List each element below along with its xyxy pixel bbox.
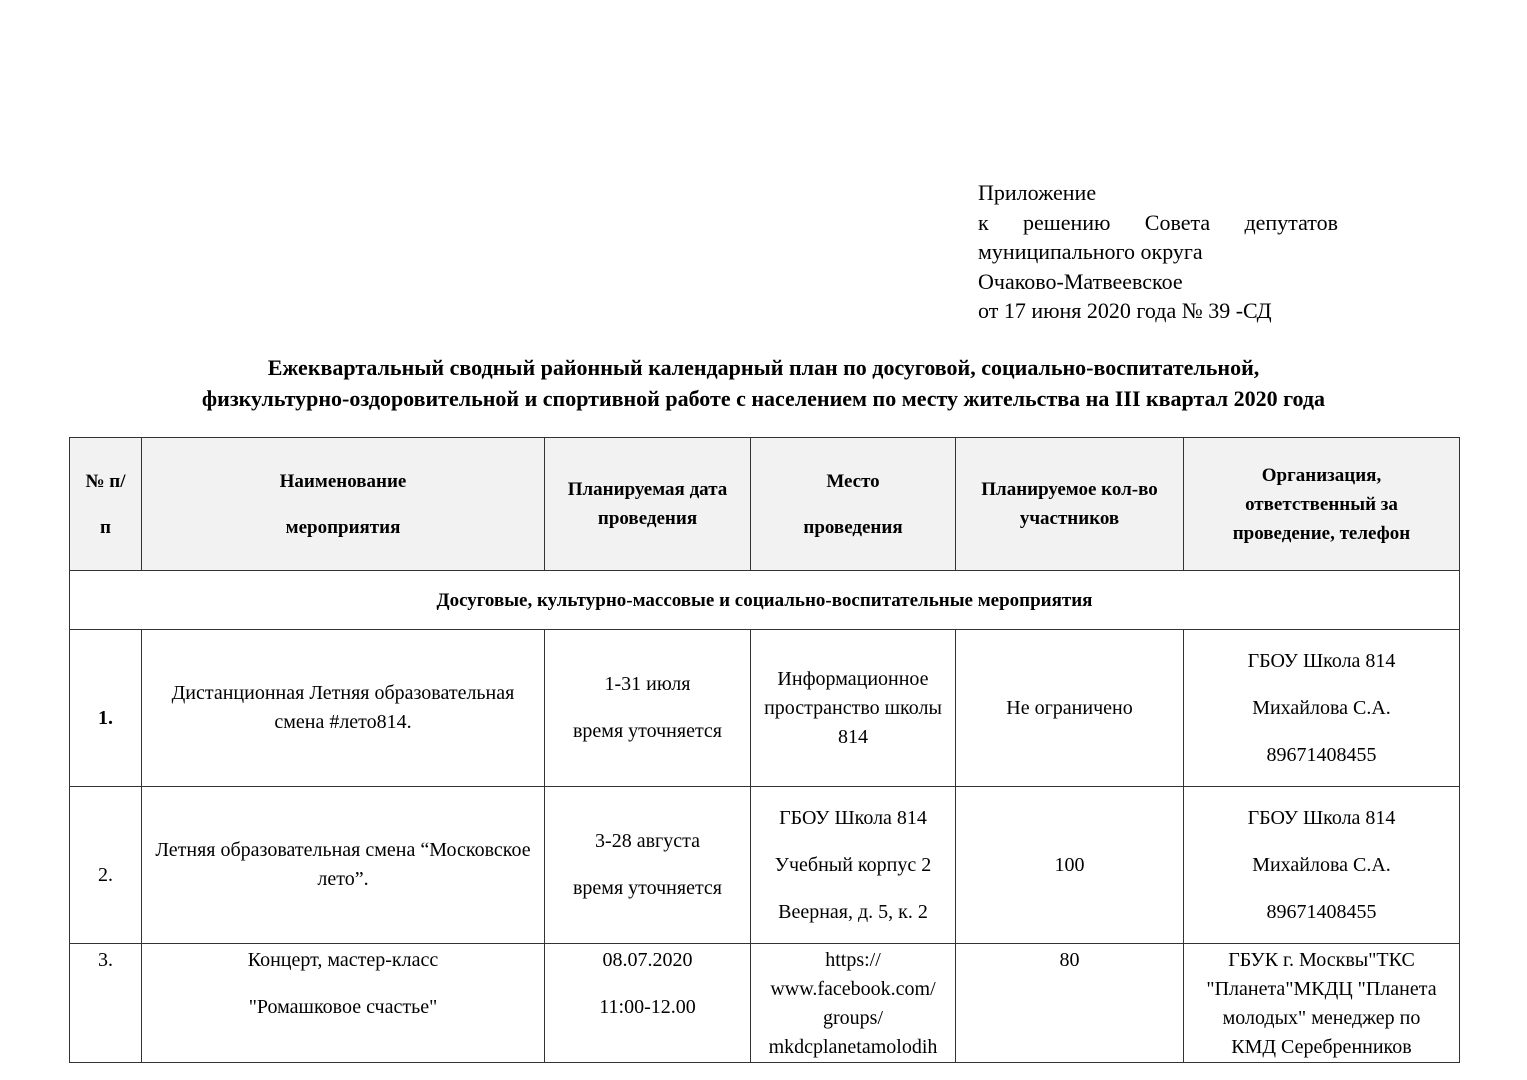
org-phone: 89671408455 [1266, 900, 1377, 923]
table-row [70, 630, 1460, 787]
header-text: № п/ [85, 470, 126, 492]
header-text: участников [1019, 508, 1120, 529]
place-link-text: https:// [825, 949, 881, 971]
header-text: Место [826, 470, 880, 492]
header-text: проведения [803, 516, 903, 538]
row-count: 80 [956, 944, 1184, 1063]
row-place [751, 944, 956, 1063]
org-contact: Михайлова С.А. [1252, 696, 1391, 719]
header-text: п [100, 516, 111, 538]
header-name [142, 438, 545, 571]
table-row [70, 944, 1460, 1063]
row-date [545, 787, 751, 944]
row-place: Информационное пространство школы 814 [751, 630, 956, 787]
header-date [545, 438, 751, 571]
place-link-text: www.facebook.com/ [770, 978, 936, 1000]
appendix-block [978, 178, 1338, 326]
header-count [956, 438, 1184, 571]
row-count: 100 [956, 787, 1184, 944]
place-link-text: groups/ [823, 1007, 883, 1029]
row-num: 2. [70, 787, 142, 944]
header-text: проведения [597, 508, 698, 529]
place-text: ГБОУ Школа 814 [779, 806, 927, 829]
appendix-word: депутатов [1244, 209, 1338, 235]
header-text: ответственный за [1245, 493, 1398, 515]
date-text: 08.07.2020 [602, 949, 693, 971]
appendix-title: Приложение [978, 180, 1097, 205]
header-text: Организация, [1261, 464, 1382, 486]
table-header-row [70, 438, 1460, 571]
header-text: Планируемая дата [567, 479, 728, 500]
title-line-2: физкультурно-оздоровительной и спортивной работе с населением по месту жительства на III квартал 2020 года [201, 386, 1326, 411]
org-text: ГБОУ Школа 814 [1247, 649, 1396, 672]
org-text: КМД Серебренников [1231, 1036, 1412, 1058]
appendix-line-name: Очаково-Матвеевское [978, 268, 1183, 294]
header-org [1184, 438, 1460, 571]
org-phone: 89671408455 [1266, 743, 1377, 766]
row-date [545, 944, 751, 1063]
appendix-line-decision [978, 208, 1338, 238]
time-text: время уточняется [572, 720, 723, 742]
section-title: Досуговые, культурно-массовые и социально-воспитательные мероприятия [70, 571, 1460, 630]
appendix-word: к [978, 209, 989, 235]
events-table [69, 437, 1460, 1063]
place-link-text: mkdcplanetamolodih [768, 1036, 938, 1058]
time-text: 11:00-12.00 [599, 996, 696, 1018]
row-place [751, 787, 956, 944]
org-text: ГБОУ Школа 814 [1247, 806, 1396, 829]
header-place [751, 438, 956, 571]
title-line-1: Ежеквартальный сводный районный календарный план по досуговой, социально-воспитательной, [267, 355, 1260, 380]
row-num: 3. [70, 944, 142, 1063]
appendix-word: решению [1023, 209, 1111, 235]
time-text: время уточняется [572, 877, 723, 899]
row-org [1184, 630, 1460, 787]
appendix-word: Совета [1144, 209, 1211, 235]
org-text: ГБУК г. Москвы"ТКС [1228, 949, 1415, 971]
row-count: Не ограничено [956, 630, 1184, 787]
row-name: Летняя образовательная смена “Московское лето”. [142, 787, 545, 944]
row-name: Дистанционная Летняя образовательная смена #лето814. [142, 630, 545, 787]
header-text: мероприятия [285, 516, 401, 538]
org-text: "Планета"МКДЦ "Планета [1206, 978, 1437, 1000]
appendix-line-date: от 17 июня 2020 года № 39 -СД [978, 298, 1272, 323]
row-date [545, 630, 751, 787]
header-num [70, 438, 142, 571]
place-text: Веерная, д. 5, к. 2 [778, 900, 928, 923]
header-text: Планируемое кол-во [981, 479, 1158, 500]
row-num: 1. [70, 630, 142, 787]
place-text: Учебный корпус 2 [774, 853, 932, 876]
org-contact: Михайлова С.А. [1252, 853, 1391, 876]
row-name [142, 944, 545, 1063]
event-name-text: Концерт, мастер-класс [247, 949, 439, 971]
section-row [70, 571, 1460, 630]
header-text: Наименование [279, 470, 407, 492]
header-text: проведение, телефон [1232, 522, 1411, 544]
document-title [40, 352, 1487, 414]
date-text: 1-31 июля [604, 673, 691, 695]
appendix-line-district: муниципального округа [978, 239, 1203, 264]
table-row [70, 787, 1460, 944]
date-text: 3-28 августа [595, 830, 700, 852]
event-name-text: "Ромашковое счастье" [248, 996, 438, 1018]
row-org [1184, 944, 1460, 1063]
row-org [1184, 787, 1460, 944]
org-text: молодых" менеджер по [1222, 1007, 1421, 1029]
